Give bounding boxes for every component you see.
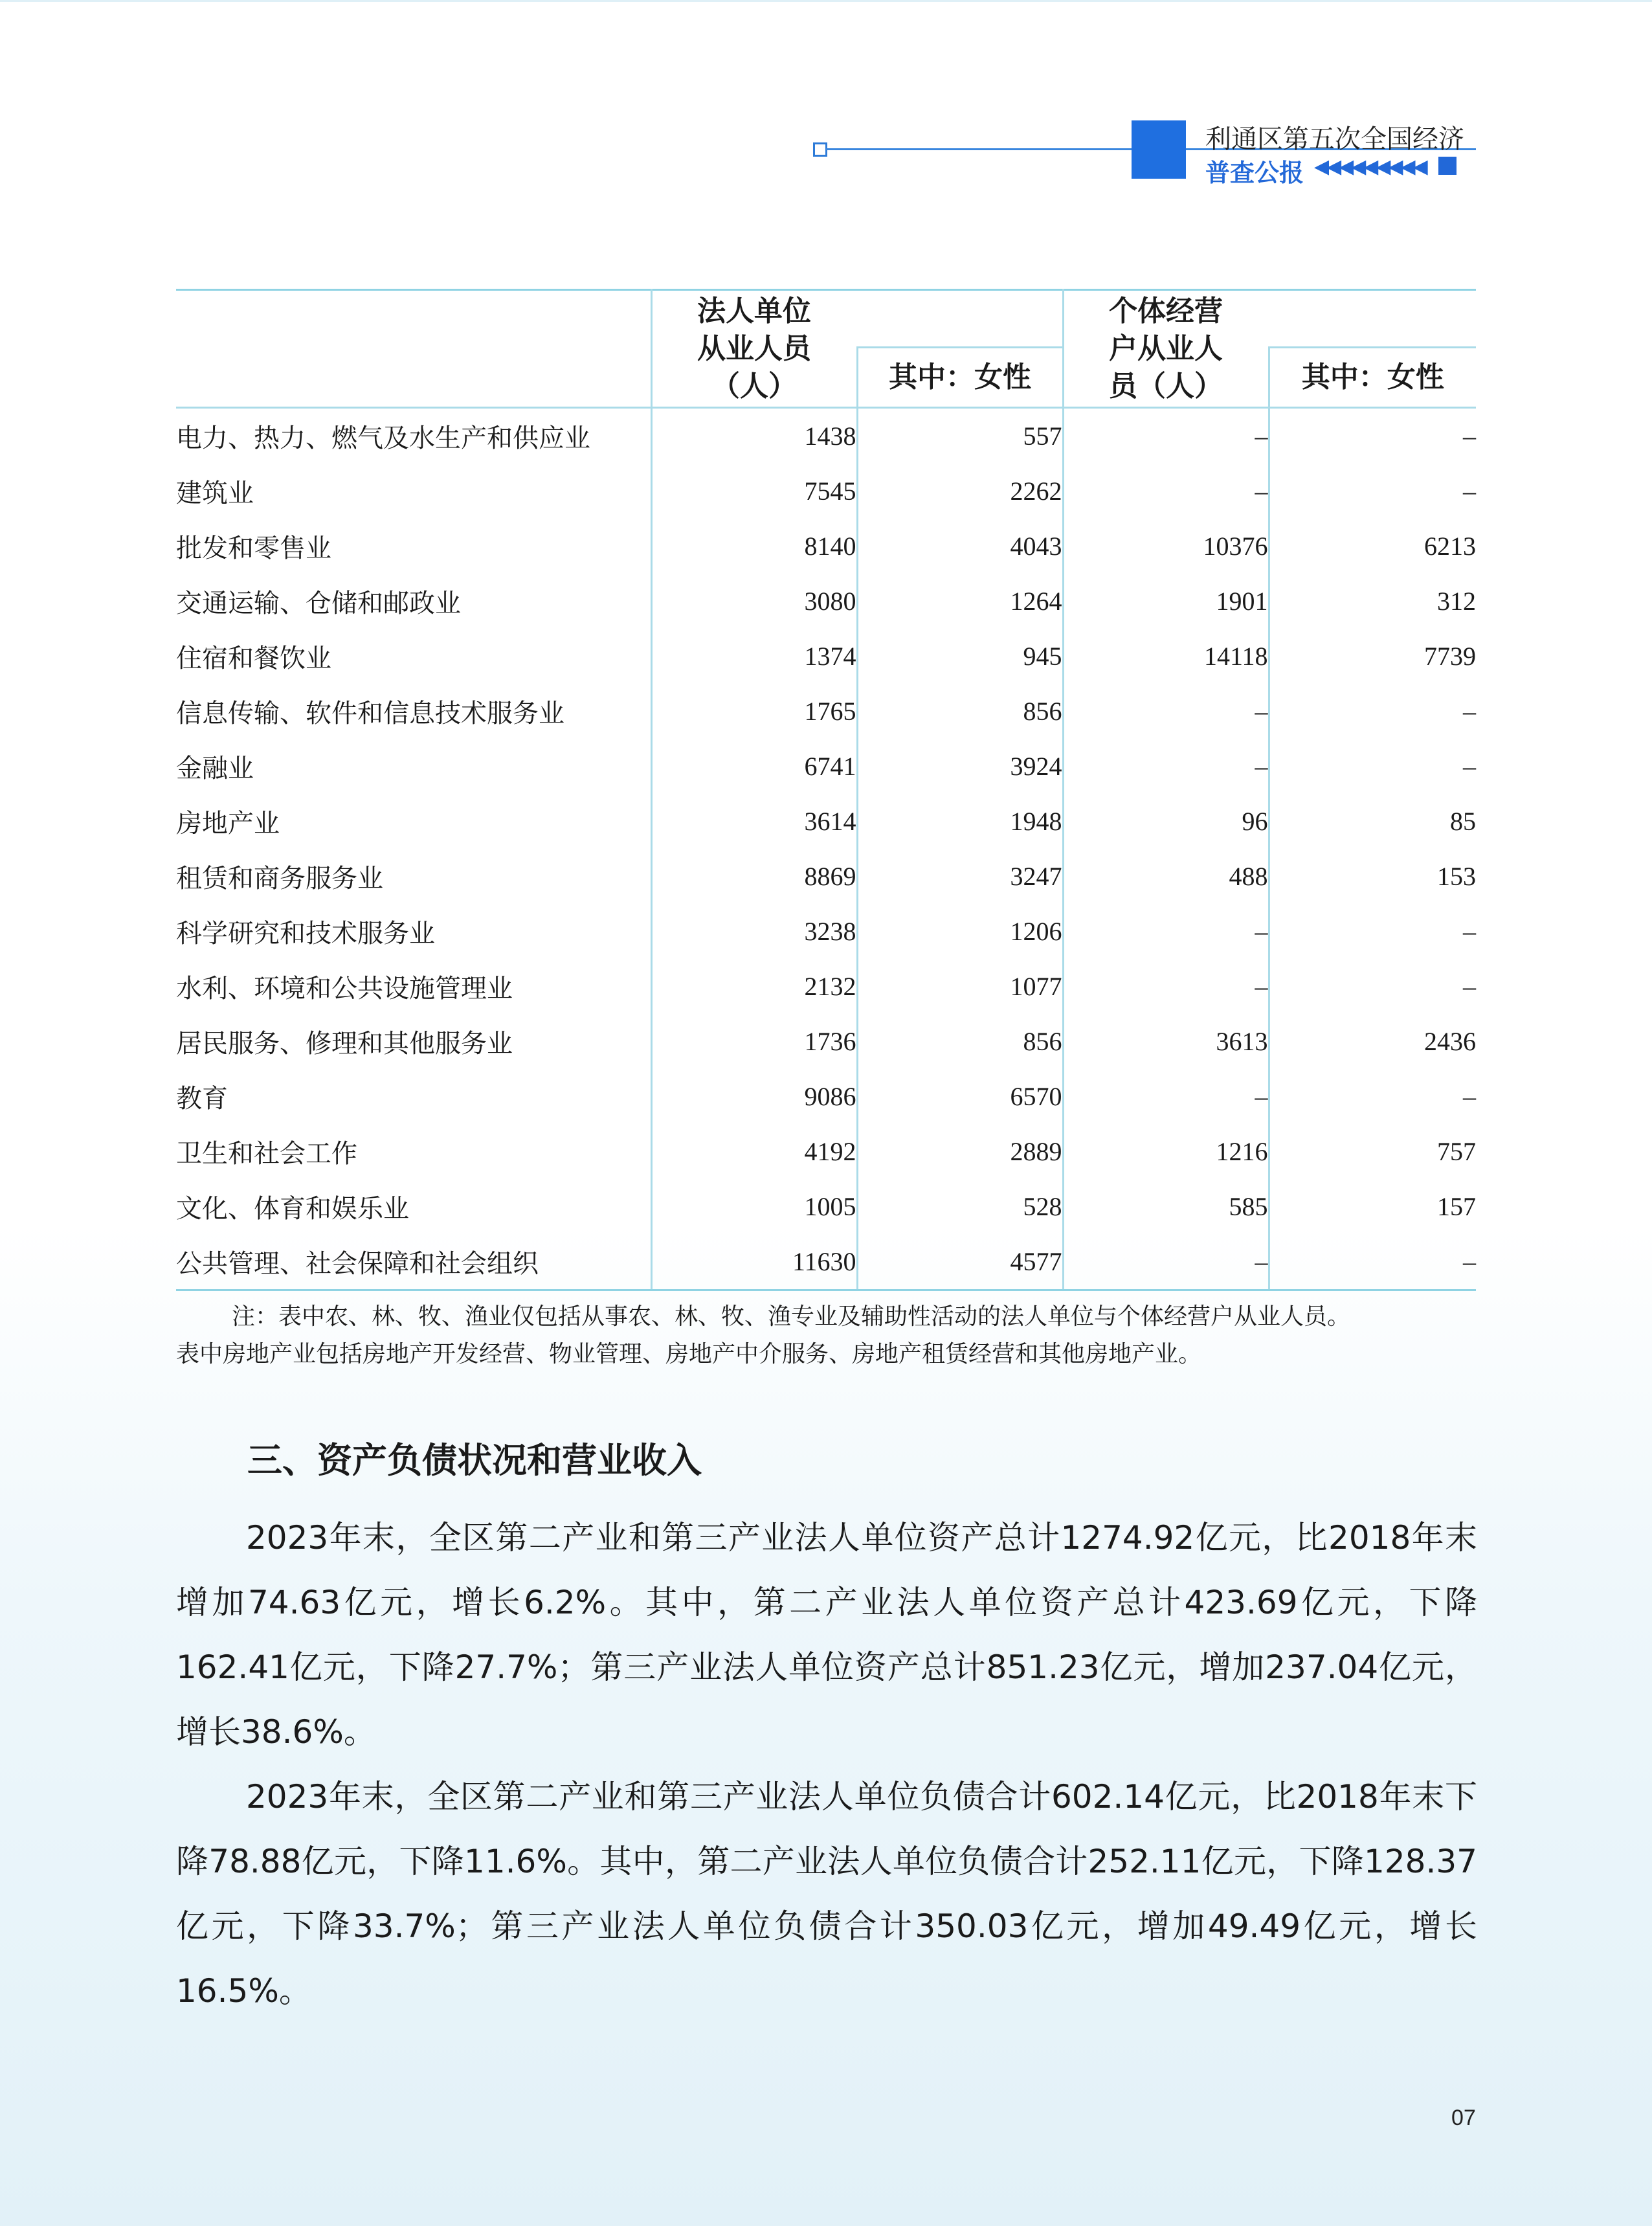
individual-female: – bbox=[1269, 959, 1476, 1014]
legal-employees: 4192 bbox=[651, 1124, 857, 1179]
individual-employees: – bbox=[1063, 684, 1269, 739]
header-spacer-1 bbox=[857, 290, 1063, 348]
legal-employees: 1005 bbox=[651, 1179, 857, 1234]
header-title-line1: 利通区第五次全国经济 bbox=[1205, 124, 1464, 154]
industry-name: 电力、热力、燃气及水生产和供应业 bbox=[176, 423, 590, 453]
legal-employees: 11630 bbox=[651, 1234, 857, 1290]
individual-female: 6213 bbox=[1269, 519, 1476, 574]
header-individual-employees: 个体经营户从业人员（人） bbox=[1063, 290, 1269, 408]
legal-female: 557 bbox=[857, 408, 1063, 464]
legal-female: 856 bbox=[857, 684, 1063, 739]
header-legal-employees: 法人单位从业人员（人） bbox=[651, 290, 857, 408]
legal-female: 2889 bbox=[857, 1124, 1063, 1179]
header-legal-female: 其中：女性 bbox=[857, 348, 1063, 408]
employment-table bbox=[176, 289, 1476, 1291]
individual-employees: – bbox=[1063, 739, 1269, 794]
section-title: 三、资产负债状况和营业收入 bbox=[247, 1440, 702, 1481]
individual-employees: 1216 bbox=[1063, 1124, 1269, 1179]
legal-female: 1206 bbox=[857, 904, 1063, 959]
individual-employees: – bbox=[1063, 1069, 1269, 1124]
industry-name: 房地产业 bbox=[176, 809, 280, 838]
legal-female: 6570 bbox=[857, 1069, 1063, 1124]
individual-female: 85 bbox=[1269, 794, 1476, 849]
legal-employees: 1374 bbox=[651, 629, 857, 684]
table-row bbox=[176, 849, 1476, 904]
table-row bbox=[176, 794, 1476, 849]
individual-female: 312 bbox=[1269, 574, 1476, 629]
individual-employees: 585 bbox=[1063, 1179, 1269, 1234]
header-spacer-2 bbox=[1269, 290, 1476, 348]
legal-employees: 8140 bbox=[651, 519, 857, 574]
legal-female: 528 bbox=[857, 1179, 1063, 1234]
table-row bbox=[176, 574, 1476, 629]
individual-female: – bbox=[1269, 904, 1476, 959]
industry-name: 卫生和社会工作 bbox=[176, 1139, 357, 1169]
note-line-2: 表中房地产业包括房地产开发经营、物业管理、房地产中介服务、房地产租赁经营和其他房地产业。 bbox=[176, 1341, 1202, 1367]
page-number: 07 bbox=[1451, 2106, 1476, 2130]
industry-name: 公共管理、社会保障和社会组织 bbox=[176, 1234, 651, 1290]
table-row bbox=[176, 959, 1476, 1014]
legal-employees: 3080 bbox=[651, 574, 857, 629]
industry-name: 教育 bbox=[176, 1084, 228, 1114]
individual-female: – bbox=[1269, 1069, 1476, 1124]
individual-employees: – bbox=[1063, 408, 1269, 464]
industry-name: 住宿和餐饮业 bbox=[176, 644, 331, 673]
individual-employees: 488 bbox=[1063, 849, 1269, 904]
header-line bbox=[826, 148, 1132, 150]
individual-female: 2436 bbox=[1269, 1014, 1476, 1069]
paragraph-liabilities: 2023年末，全区第二产业和第三产业法人单位负债合计602.14亿元，比2018年末下降78.88亿元，下降11.6%。其中，第二产业法人单位负债合计252.11亿元，下降128.37亿元，下降33.7%；第三产业法人单位负债合计350.03亿元，增加49.49亿元，增长16.5%。 bbox=[176, 1778, 1477, 2010]
legal-female: 4577 bbox=[857, 1234, 1063, 1290]
individual-female: 153 bbox=[1269, 849, 1476, 904]
industry-name: 科学研究和技术服务业 bbox=[176, 919, 435, 949]
header-individual-female: 其中：女性 bbox=[1269, 348, 1476, 408]
individual-female: 757 bbox=[1269, 1124, 1476, 1179]
table-note bbox=[176, 1298, 1477, 1373]
individual-employees: – bbox=[1063, 464, 1269, 519]
table-row bbox=[176, 464, 1476, 519]
individual-employees: 10376 bbox=[1063, 519, 1269, 574]
individual-female: – bbox=[1269, 739, 1476, 794]
legal-employees: 9086 bbox=[651, 1069, 857, 1124]
table-row bbox=[176, 1069, 1476, 1124]
individual-female: 157 bbox=[1269, 1179, 1476, 1234]
table-row bbox=[176, 1014, 1476, 1069]
table-row bbox=[176, 684, 1476, 739]
legal-employees: 6741 bbox=[651, 739, 857, 794]
industry-name: 水利、环境和公共设施管理业 bbox=[176, 974, 513, 1004]
individual-female: – bbox=[1269, 464, 1476, 519]
table-row bbox=[176, 904, 1476, 959]
legal-female: 1077 bbox=[857, 959, 1063, 1014]
table-row bbox=[176, 1234, 1476, 1290]
table-row bbox=[176, 1179, 1476, 1234]
individual-employees: 1901 bbox=[1063, 574, 1269, 629]
legal-female: 856 bbox=[857, 1014, 1063, 1069]
top-decoration bbox=[0, 0, 1652, 2]
legal-employees: 3238 bbox=[651, 904, 857, 959]
table-row bbox=[176, 739, 1476, 794]
industry-name: 交通运输、仓储和邮政业 bbox=[176, 589, 461, 618]
header-square-icon bbox=[1438, 157, 1457, 175]
header-arrows-icon: ◀◀◀◀◀◀◀◀◀ bbox=[1314, 155, 1425, 178]
table-row bbox=[176, 1124, 1476, 1179]
legal-employees: 1765 bbox=[651, 684, 857, 739]
individual-employees: 3613 bbox=[1063, 1014, 1269, 1069]
table-row bbox=[176, 519, 1476, 574]
header-industry bbox=[176, 290, 651, 408]
individual-employees: 96 bbox=[1063, 794, 1269, 849]
header-square-marker bbox=[813, 142, 827, 157]
individual-female: 7739 bbox=[1269, 629, 1476, 684]
table-row bbox=[176, 408, 1476, 464]
legal-female: 1948 bbox=[857, 794, 1063, 849]
legal-employees: 1736 bbox=[651, 1014, 857, 1069]
industry-name: 建筑业 bbox=[176, 478, 254, 508]
legal-female: 3247 bbox=[857, 849, 1063, 904]
legal-employees: 1438 bbox=[651, 408, 857, 464]
legal-employees: 3614 bbox=[651, 794, 857, 849]
industry-name: 金融业 bbox=[176, 754, 254, 783]
legal-female: 945 bbox=[857, 629, 1063, 684]
legal-female: 2262 bbox=[857, 464, 1063, 519]
industry-name: 信息传输、软件和信息技术服务业 bbox=[176, 699, 564, 728]
individual-employees: – bbox=[1063, 959, 1269, 1014]
header-blue-block bbox=[1132, 120, 1186, 179]
industry-name: 批发和零售业 bbox=[176, 534, 331, 563]
table-row bbox=[176, 629, 1476, 684]
legal-female: 3924 bbox=[857, 739, 1063, 794]
legal-employees: 8869 bbox=[651, 849, 857, 904]
paragraph-assets: 2023年末，全区第二产业和第三产业法人单位资产总计1274.92亿元，比2018年末增加74.63亿元，增长6.2%。其中，第二产业法人单位资产总计423.69亿元，下降162.41亿元，下降27.7%；第三产业法人单位资产总计851.23亿元，增加237.04亿元，增长38.6%。 bbox=[176, 1519, 1477, 1751]
section-body bbox=[176, 1505, 1477, 2023]
legal-female: 4043 bbox=[857, 519, 1063, 574]
individual-female: – bbox=[1269, 684, 1476, 739]
industry-name: 文化、体育和娱乐业 bbox=[176, 1194, 409, 1224]
individual-employees: – bbox=[1063, 904, 1269, 959]
note-line-1: 注：表中农、林、牧、渔业仅包括从事农、林、牧、渔专业及辅助性活动的法人单位与个体经营户从业人员。 bbox=[232, 1303, 1351, 1330]
industry-name: 租赁和商务服务业 bbox=[176, 864, 383, 894]
individual-employees: 14118 bbox=[1063, 629, 1269, 684]
individual-employees: – bbox=[1063, 1234, 1269, 1290]
legal-female: 1264 bbox=[857, 574, 1063, 629]
legal-employees: 2132 bbox=[651, 959, 857, 1014]
industry-name: 居民服务、修理和其他服务业 bbox=[176, 1029, 513, 1059]
individual-female: – bbox=[1269, 1234, 1476, 1290]
individual-female: – bbox=[1269, 408, 1476, 464]
header-title-line2: 普查公报 bbox=[1205, 159, 1304, 187]
legal-employees: 7545 bbox=[651, 464, 857, 519]
